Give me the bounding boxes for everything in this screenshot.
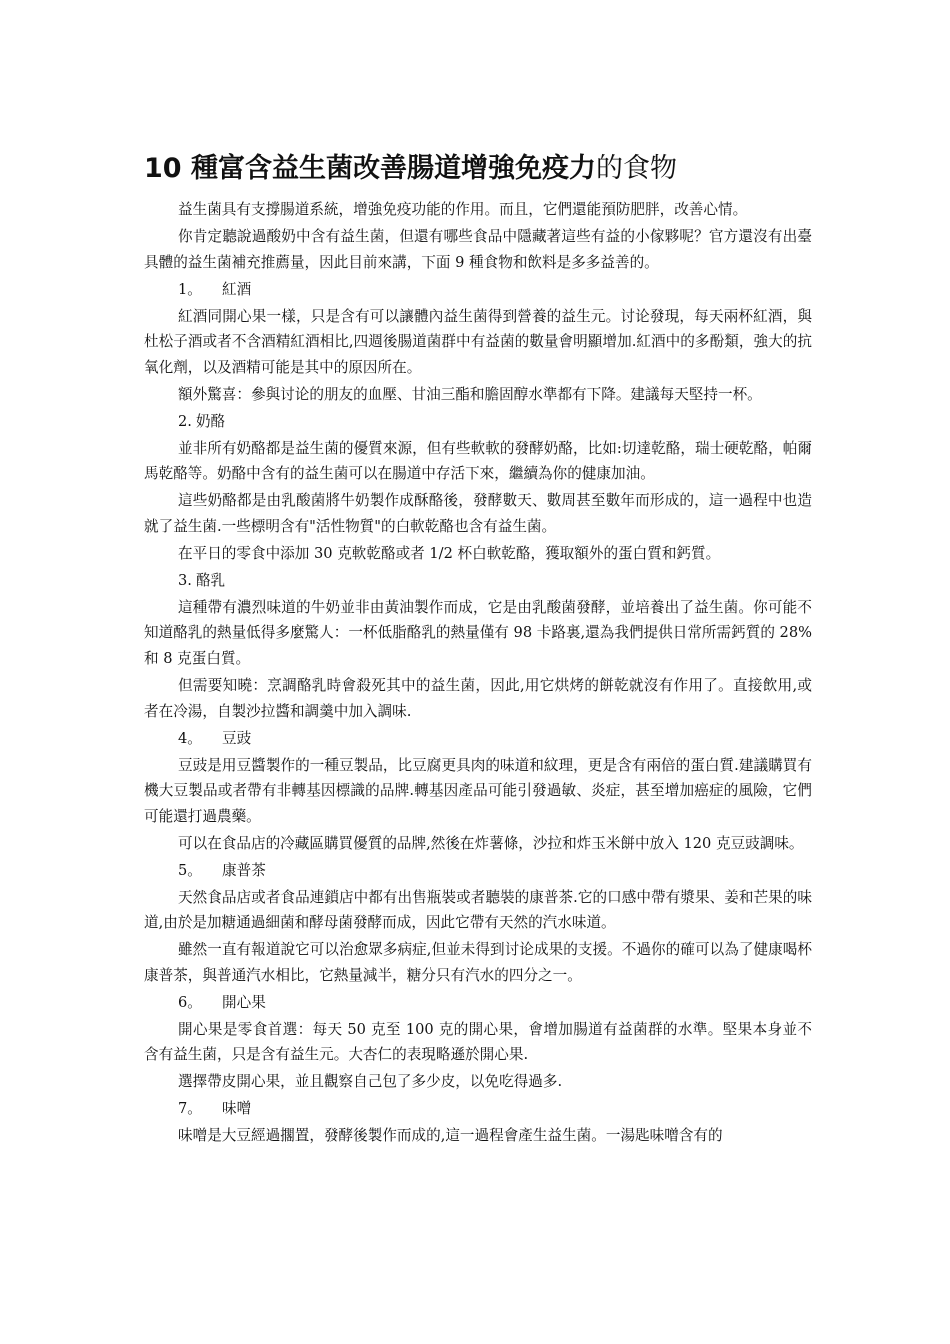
section-heading-tempeh [144, 726, 812, 752]
paragraph: 益生菌具有支撐腸道系統，增強免疫功能的作用。而且，它們還能預防肥胖，改善心情。 [178, 201, 748, 218]
title-bold: 10 種富含益生菌改善腸道增強免疫力 [144, 153, 596, 185]
section-label: 開心果 [222, 993, 266, 1011]
section-label: 味噌 [222, 1100, 252, 1118]
section-number: 7。 [178, 1100, 202, 1118]
page-title [144, 151, 844, 187]
section-label: 奶酪 [195, 412, 226, 430]
paragraph: 你肯定聽說過酸奶中含有益生菌，但還有哪些食品中隱藏著這些有益的小傢夥呢？官方還沒有出臺具體的益生菌補充推薦量，因此目前來講，下面 9 種食物和飲料是多多益善的。 [144, 227, 812, 271]
section-heading-pistachio [144, 990, 812, 1016]
section-label: 酪乳 [195, 571, 226, 589]
paragraph: 開心果是零食首選：每天 50 克至 100 克的開心果，會增加腸道有益菌群的水準。堅果本身並不含有益生菌，只是含有益生元。大杏仁的表現略遜於開心果. [144, 1020, 812, 1064]
paragraph: 可以在食品店的冷藏區購買優質的品牌,然後在炸薯條，沙拉和炸玉米餅中放入 120 克豆豉調味。 [178, 834, 804, 852]
section-number: 3. [178, 571, 192, 589]
paragraph: 天然食品店或者食品連鎖店中都有出售瓶裝或者聽裝的康普茶.它的口感中帶有漿果、姜和芒果的味道,由於是加糖通過細菌和酵母菌發酵而成，因此它帶有天然的汽水味道。 [144, 888, 812, 932]
paragraph: 這些奶酪都是由乳酸菌將牛奶製作成酥酪後，發酵數天、數周甚至數年而形成的，這一過程中也造就了益生菌.一些標明含有"活性物質"的白軟乾酪也含有益生菌。 [144, 492, 812, 535]
paragraph: 額外驚喜：參與讨论的朋友的血壓、甘油三酯和膽固醇水準都有下降。建議每天堅持一杯。 [178, 385, 762, 403]
section-number: 5。 [178, 861, 202, 879]
paragraph: 豆豉是用豆醬製作的一種豆製品，比豆腐更具肉的味道和紋理，更是含有兩倍的蛋白質.建議購買有機大豆製品或者帶有非轉基因標識的品牌.轉基因產品可能引發過敏、炎症，甚至增加癌症的風險，它們可能還打過農藥。 [144, 756, 812, 825]
section-heading-red-wine [144, 277, 812, 303]
section-number: 2. [178, 412, 192, 430]
title-normal: 的食物 [595, 153, 677, 185]
section-label: 康普茶 [222, 861, 266, 879]
section-label: 紅酒 [222, 280, 252, 298]
paragraph: 紅酒同開心果一樣，只是含有可以讓體內益生菌得到營養的益生元。讨论發現，每天兩杯紅酒，與杜松子酒或者不含酒精紅酒相比,四週後腸道菌群中有益菌的數量會明顯增加.紅酒中的多酚類，強大的抗氧化劑，以及酒精可能是其中的原因所在。 [144, 307, 812, 376]
paragraph: 選擇帶皮開心果，並且觀察自己包了多少皮，以免吃得過多. [178, 1073, 563, 1091]
paragraph: 這種帶有濃烈味道的牛奶並非由黃油製作而成，它是由乳酸菌發酵，並培養出了益生菌。你可能不知道酪乳的熱量低得多麼驚人：一杯低脂酪乳的熱量僅有 98 卡路裏,還為我們提供日常所需鈣質的 28%和 8 克蛋白質。 [144, 598, 812, 667]
section-number: 1。 [178, 280, 202, 298]
paragraph: 味噌是大豆經過擱置，發酵後製作而成的,這一過程會產生益生菌。一湯匙味噌含有的 [178, 1127, 723, 1145]
section-number: 4。 [178, 729, 202, 747]
section-heading-kombucha [144, 858, 812, 884]
paragraph: 但需要知曉：烹調酪乳時會殺死其中的益生菌，因此,用它烘烤的餅乾就沒有作用了。直接飲用,或者在冷湯，自製沙拉醬和調羹中加入調味. [144, 676, 812, 720]
section-label: 豆豉 [222, 729, 252, 747]
paragraph: 在平日的零食中添加 30 克軟乾酪或者 1/2 杯白軟乾酪，獲取額外的蛋白質和鈣質。 [178, 544, 721, 562]
section-heading-cheese [144, 409, 812, 435]
section-heading-miso [144, 1096, 812, 1122]
section-number: 6。 [178, 993, 202, 1011]
paragraph: 雖然一直有報道說它可以治愈眾多病症,但並未得到讨论成果的支援。不過你的確可以為了健康喝杯康普茶，與普通汽水相比，它熱量減半，糖分只有汽水的四分之一。 [144, 941, 812, 984]
article-body [144, 197, 812, 1150]
section-heading-buttermilk [144, 568, 812, 594]
paragraph: 並非所有奶酪都是益生菌的優質來源，但有些軟軟的發酵奶酪，比如:切達乾酪，瑞士硬乾酪，帕爾馬乾酪等。奶酪中含有的益生菌可以在腸道中存活下來，繼續為你的健康加油。 [144, 439, 812, 483]
